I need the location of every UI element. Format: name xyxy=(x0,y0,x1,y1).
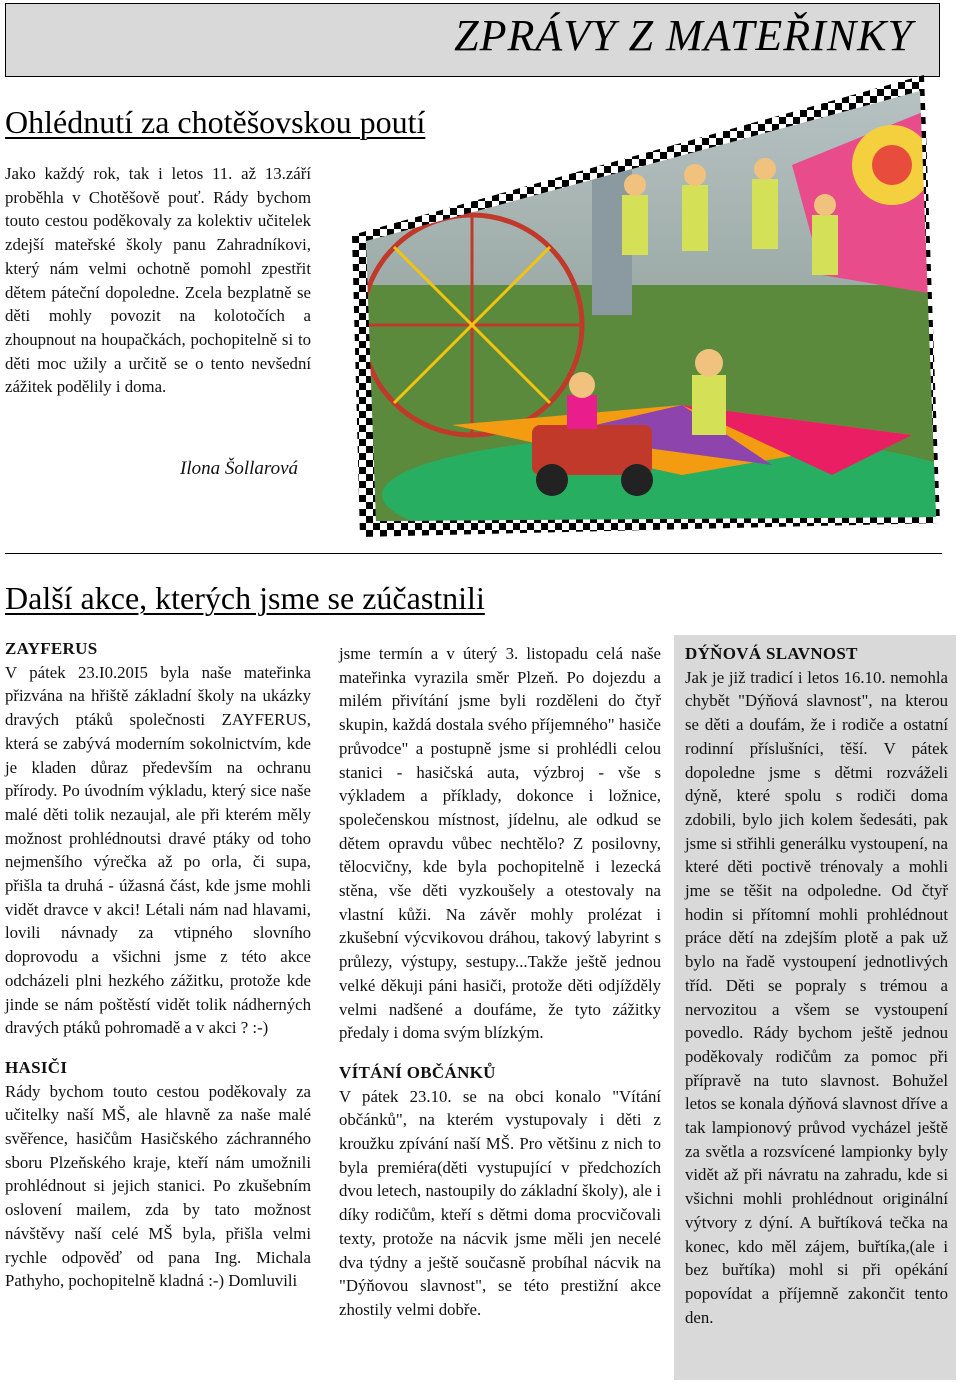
subheading-hasici: HASIČI xyxy=(5,1057,68,1077)
fair-photo xyxy=(352,75,940,537)
vitani-body: V pátek 23.10. se na obci konalo "Vítání občánků", na kterém vystupovaly i děti z kroužku zpívání naší MŠ. Pro většinu z nich to byla premiéra(děti vystupující v předchozích dvou letech, nastoupily do základní školy), ale i díky rodičům, kteří s dětmi doma procvičovali texty, protože na nácvik jsme měli jen necelé dva týdny a ještě současně probíhal nácvik na "Dýňovou slavnost", se této prestižní akce zhostily velmi dobře. xyxy=(339,1086,661,1319)
column-2 xyxy=(339,642,661,1322)
subheading-vitani: VÍTÁNÍ OBČÁNKŮ xyxy=(339,1062,496,1082)
masthead-banner xyxy=(5,3,940,77)
zayferus-body: V pátek 23.I0.20I5 byla naše mateřinka přizvána na hřiště základní školy na ukázky dravých ptáků společnosti ZAYFERUS, která se zabývá moderním sokolnictvím, kde je kladen důraz především na ochranu přírody. Po úvodním výkladu, který sice naše malé děti tolik nezaujal, ale při kterém měly možnost prohlédnoutsi dravé ptáky od toho nejmenšího výrečka až po orla, či supa, přišla ta druhá - úžasná část, kde jsme mohli vidět dravce v akci! Létali nám nad hlavami, lovili návnady za vtipného slovního doprovodu a všichni jsme z této akce odcházeli plni hezkého zážitku, protože kde jinde se nám poštěstí vidět tolik nádherných dravých ptáků pohromadě a v akci ? :-) xyxy=(5,662,311,1038)
column-1 xyxy=(5,637,311,1293)
hasici-body: Rády bychom touto cestou poděkovaly za učitelky naší MŠ, ale hlavně za naše malé svěřence, hasičům Hasičského záchranného sboru Plzeňského kraje, kteří nám umožnili prohlédnout si jejich stanici. Po zkušebním oslovení mailem, zda by tato možnost návštěvy naší celé MŠ byla, přišla velmi rychle odpověď od pana Ing. Michala Pathyho, pochopitelně kladná :-) Domluvili xyxy=(5,1081,311,1291)
article-heading-pout: Ohlédnutí za chotěšovskou poutí xyxy=(5,104,426,140)
dynova-body: Jak je již tradicí i letos 16.10. nemohla chybět "Dýňová slavnost", na kterou se děti a doufám, že i rodiče a ostatní rodinní příslušníci, těší. V pátek dopoledne jsme s dětmi rozváželi dýně, které spolu s rodiči doma zdobili, bylo jich kolem šedesáti, pak jsme si střihli generálku vystoupení, na které děti poctivě trénovaly a mohli jme se těšit na odpoledne. Od čtyř hodin si přítomní mohli prohlédnout práce dětí na zdejším plotě a pak už bylo na řadě vystoupení jednotlivých tříd. Děti se popraly s trémou a nervozitou a všem se vystoupení povedlo. Rády bychom ještě jednou poděkovaly rodičům za pomoc při přípravě na tuto slavnost. Bohužel letos se konala dýňová slavnost dříve a tak lampionový průvod vycházel ještě za světla a rozsvícené lampionky byly vidět až při návratu na zahradu, kde si všichni mohli prohlédnout originální výtvory z dýní. A buřtíková tečka na konec, kdo měl zájem, buřtíka,(ale i bez buřtíka) mohl si při opékání popovídat a příjemně zakončit tento den. xyxy=(685,667,948,1327)
article-heading-akce: Další akce, kterých jsme se zúčastnili xyxy=(5,580,485,616)
column-3-sidebar xyxy=(674,635,956,1380)
subheading-zayferus: ZAYFERUS xyxy=(5,639,98,658)
section-divider xyxy=(5,553,942,554)
hasici-body-continued: jsme termín a v úterý 3. listopadu celá naše mateřinka vyrazila směr Plzeň. Po dojezdu a milém přivítání jsme byli rozděleni do čtyř skupin, každá dostala svého příjemného" hasiče průvodce" a postupně jsme si prohlédli celou stanici - hasičská auta, výzbroj - vše s výkladem a příklady, dokonce i ložnice, společenskou místnost, jídelnu, ale odkud se dětem opravdu vůbec nechtělo? Z posilovny, tělocvičny, kde byla pochopitelně i lezecká stěna, vše děti vyzkoušely a otestovaly na vlastní kůži. Na závěr mohly prolézat i zkušební výcvikovou dráhou, takový labyrint s průlezy, výstupy, sestupy...Takže ještě jednou velké děkuji páni hasiči, protože děti odjížděly velmi nadšené a doufáme, že tyto zážitky předaly i doma svým blízkým. xyxy=(339,644,661,1043)
masthead-title: ZPRÁVY Z MATEŘINKY xyxy=(454,11,913,60)
article-author: Ilona Šollarová xyxy=(180,458,299,479)
article-body-pout: Jako každý rok, tak i letos 11. až 13.září proběhla v Chotěšově pouť. Rády bychom touto cestou poděkovaly za kolektiv učitelek zdejší mateřské školy panu Zahradníkovi, který nám velmi ochotně pomohl zpestřit dětem páteční dopoledne. Zcela bezplatně se děti mohly povozit na kolotočích a zhoupnout na houpačkách, pochopitelně si to děti moc užily a určitě se o tento nevšední zážitek podělily i doma. xyxy=(5,164,311,397)
subheading-dynova: DÝŇOVÁ SLAVNOST xyxy=(685,644,858,663)
